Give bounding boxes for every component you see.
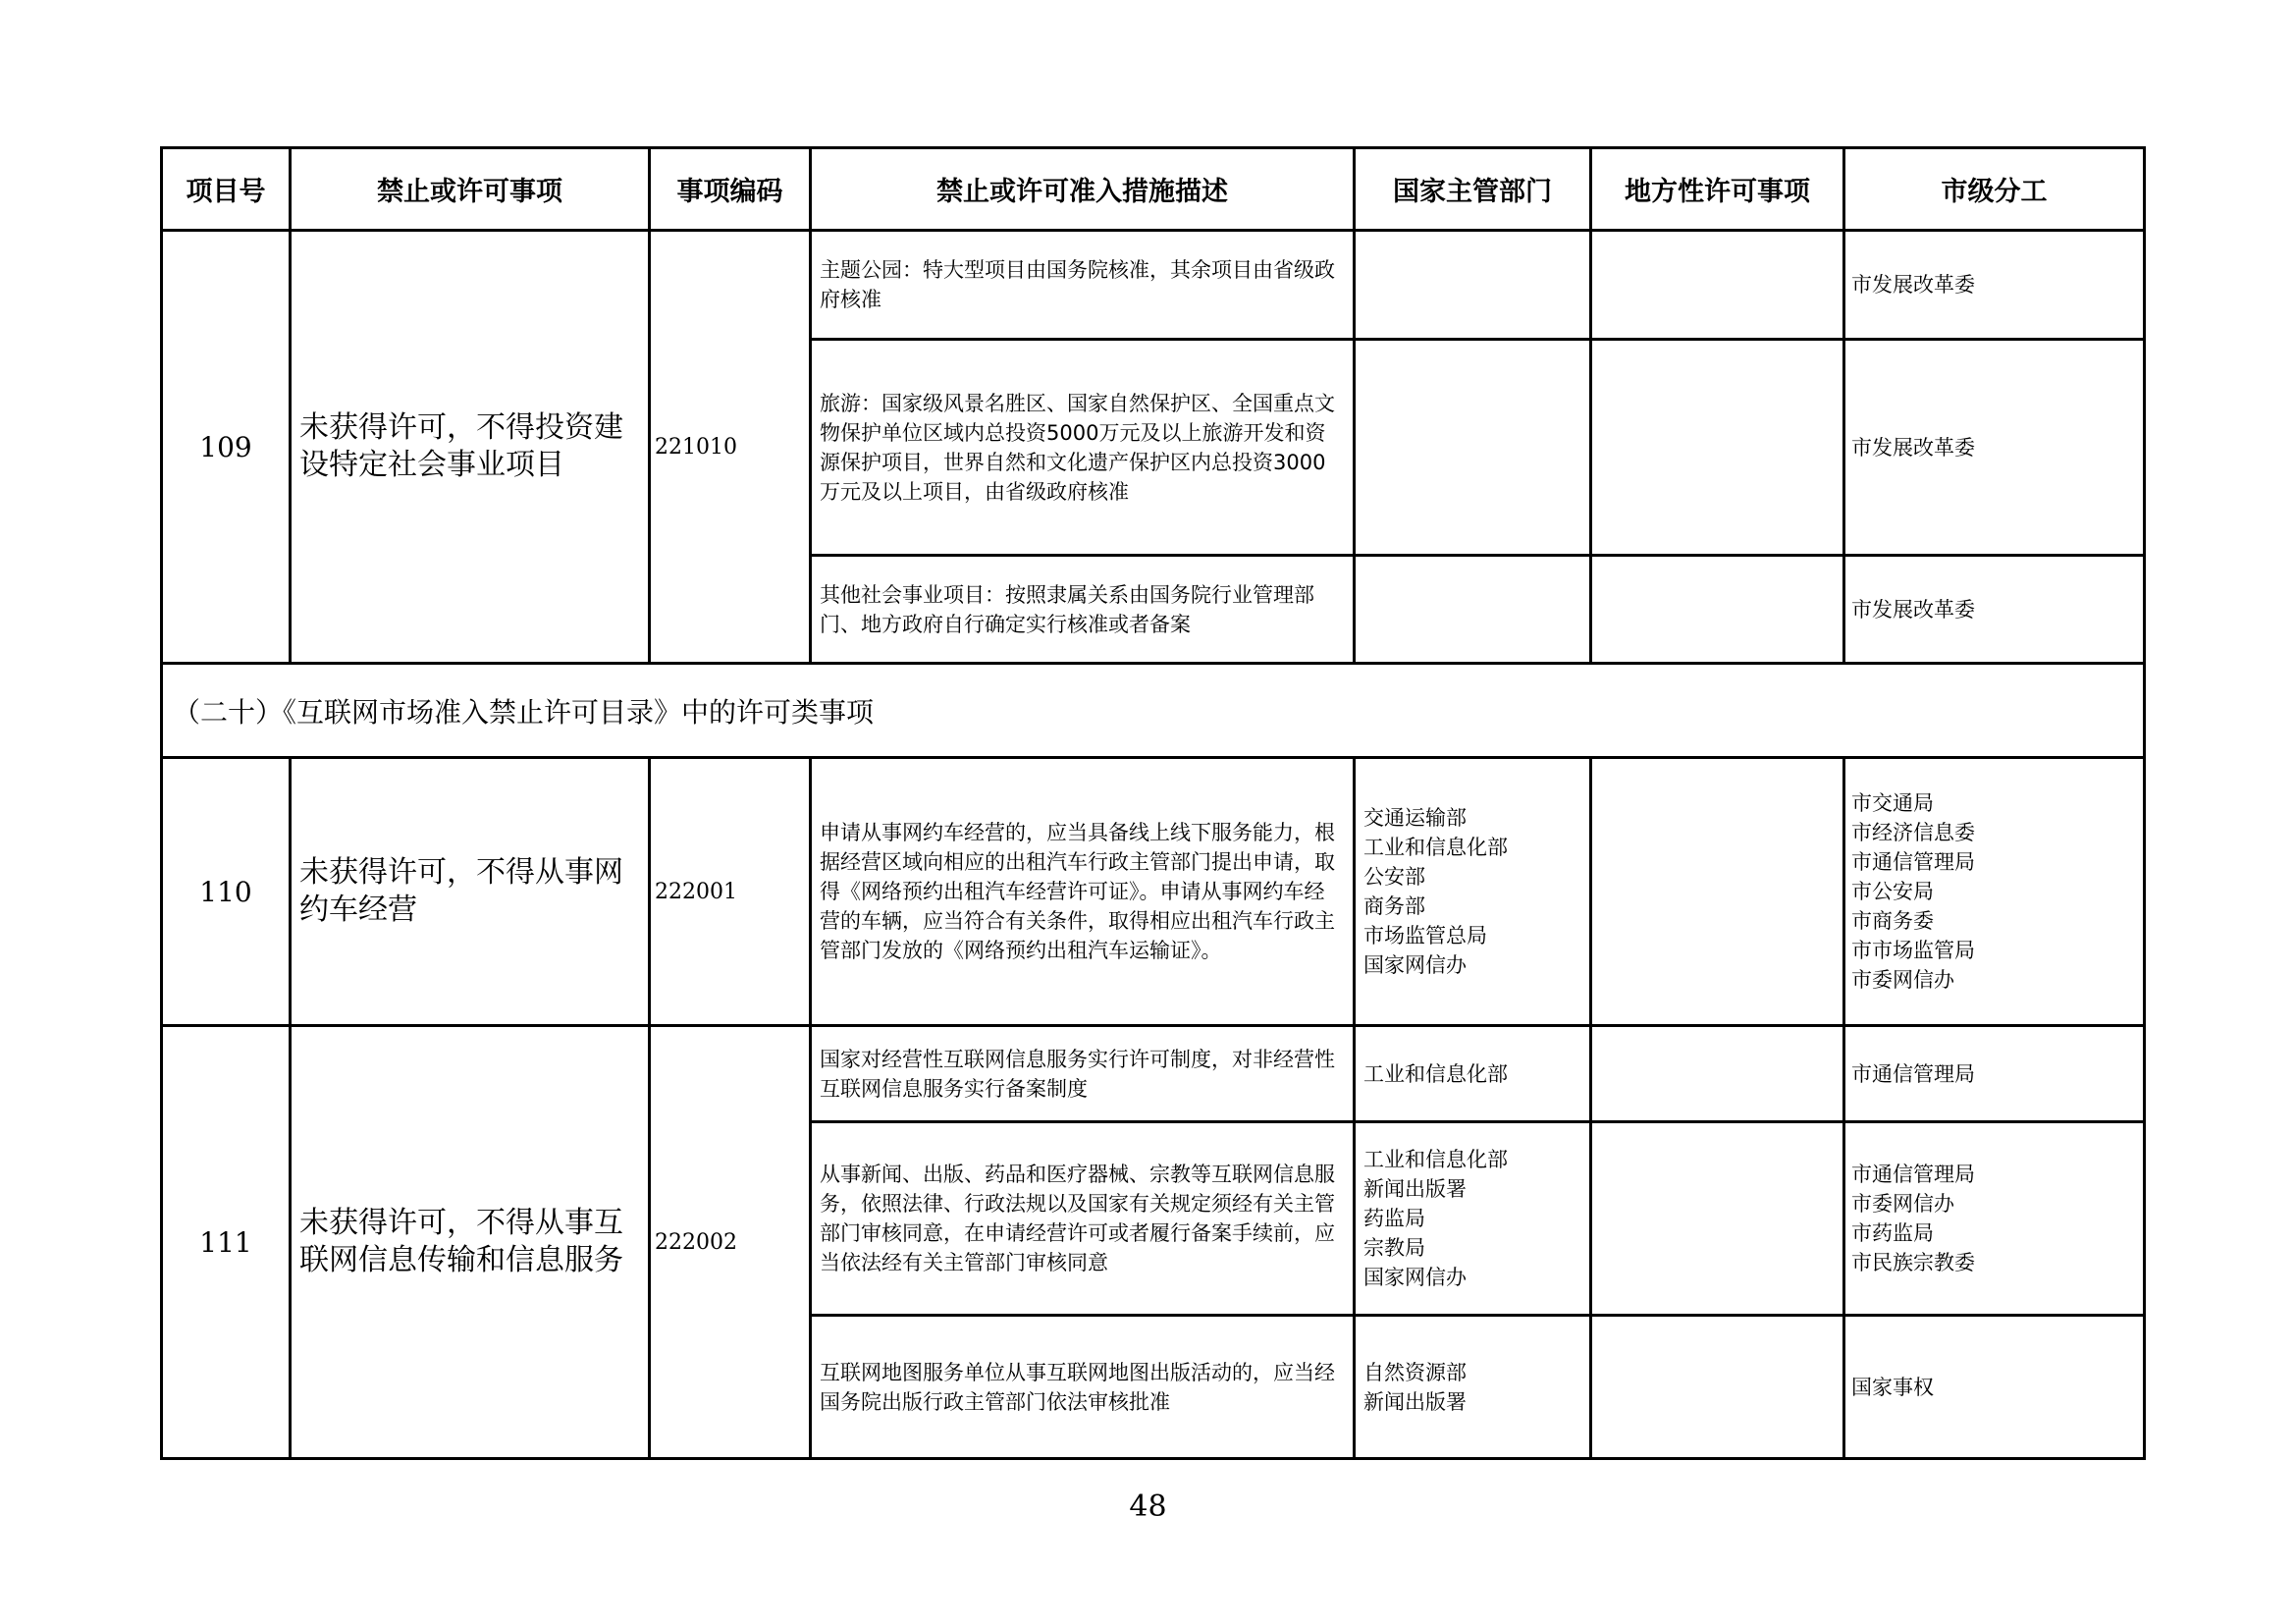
section-title: （二十）《互联网市场准入禁止许可目录》中的许可类事项 (162, 664, 2145, 758)
permit-item: 未获得许可，不得从事互联网信息传输和信息服务 (291, 1026, 650, 1459)
local-permit (1591, 1026, 1844, 1122)
measure-description: 申请从事网约车经营的，应当具备线上线下服务能力，根据经营区域向相应的出租汽车行政主管部门提出申请，取得《网络预约出租汽车经营许可证》。申请从事网约车经营的车辆，应当符合有关条件，取得相应出租汽车行政主管部门发放的《网络预约出租汽车运输证》。 (811, 758, 1355, 1026)
table-row (162, 231, 2145, 340)
permit-item: 未获得许可，不得从事网约车经营 (291, 758, 650, 1026)
measure-description: 从事新闻、出版、药品和医疗器械、宗教等互联网信息服务，依照法律、行政法规以及国家有关规定须经有关主管部门审核同意，在申请经营许可或者履行备案手续前，应当依法经有关主管部门审核同意 (811, 1122, 1355, 1316)
local-permit (1591, 1122, 1844, 1316)
local-permit (1591, 231, 1844, 340)
header-local-permit: 地方性许可事项 (1591, 148, 1844, 231)
local-permit (1591, 758, 1844, 1026)
measure-description: 主题公园：特大型项目由国务院核准，其余项目由省级政府核准 (811, 231, 1355, 340)
national-department (1355, 556, 1591, 664)
header-item-number: 项目号 (162, 148, 291, 231)
city-division: 市发展改革委 (1844, 556, 2145, 664)
local-permit (1591, 556, 1844, 664)
city-division: 市发展改革委 (1844, 340, 2145, 556)
header-city-division: 市级分工 (1844, 148, 2145, 231)
section-row (162, 664, 2145, 758)
permit-list-table (160, 146, 2146, 1460)
page-number: 48 (1129, 1489, 1167, 1524)
local-permit (1591, 340, 1844, 556)
city-division: 市发展改革委 (1844, 231, 2145, 340)
item-code: 222001 (650, 758, 811, 1026)
table-row (162, 758, 2145, 1026)
header-item-code: 事项编码 (650, 148, 811, 231)
national-department: 工业和信息化部 (1355, 1026, 1591, 1122)
national-department: 工业和信息化部 新闻出版署 药监局 宗教局 国家网信办 (1355, 1122, 1591, 1316)
national-department (1355, 231, 1591, 340)
permit-item: 未获得许可，不得投资建设特定社会事业项目 (291, 231, 650, 664)
national-department (1355, 340, 1591, 556)
item-number: 109 (162, 231, 291, 664)
header-measure-description: 禁止或许可准入措施描述 (811, 148, 1355, 231)
city-division: 市通信管理局 (1844, 1026, 2145, 1122)
local-permit (1591, 1316, 1844, 1459)
measure-description: 旅游：国家级风景名胜区、国家自然保护区、全国重点文物保护单位区域内总投资5000万元及以上旅游开发和资源保护项目，世界自然和文化遗产保护区内总投资3000万元及以上项目，由省级政府核准 (811, 340, 1355, 556)
header-national-department: 国家主管部门 (1355, 148, 1591, 231)
national-department: 交通运输部 工业和信息化部 公安部 商务部 市场监管总局 国家网信办 (1355, 758, 1591, 1026)
measure-description: 互联网地图服务单位从事互联网地图出版活动的，应当经国务院出版行政主管部门依法审核批准 (811, 1316, 1355, 1459)
city-division: 市交通局 市经济信息委 市通信管理局 市公安局 市商务委 市市场监管局 市委网信办 (1844, 758, 2145, 1026)
item-code: 221010 (650, 231, 811, 664)
item-code: 222002 (650, 1026, 811, 1459)
city-division: 市通信管理局 市委网信办 市药监局 市民族宗教委 (1844, 1122, 2145, 1316)
measure-description: 其他社会事业项目：按照隶属关系由国务院行业管理部门、地方政府自行确定实行核准或者备案 (811, 556, 1355, 664)
header-permit-item: 禁止或许可事项 (291, 148, 650, 231)
table-row (162, 1026, 2145, 1122)
item-number: 110 (162, 758, 291, 1026)
national-department: 自然资源部 新闻出版署 (1355, 1316, 1591, 1459)
item-number: 111 (162, 1026, 291, 1459)
table-header-row (162, 148, 2145, 231)
measure-description: 国家对经营性互联网信息服务实行许可制度，对非经营性互联网信息服务实行备案制度 (811, 1026, 1355, 1122)
city-division: 国家事权 (1844, 1316, 2145, 1459)
